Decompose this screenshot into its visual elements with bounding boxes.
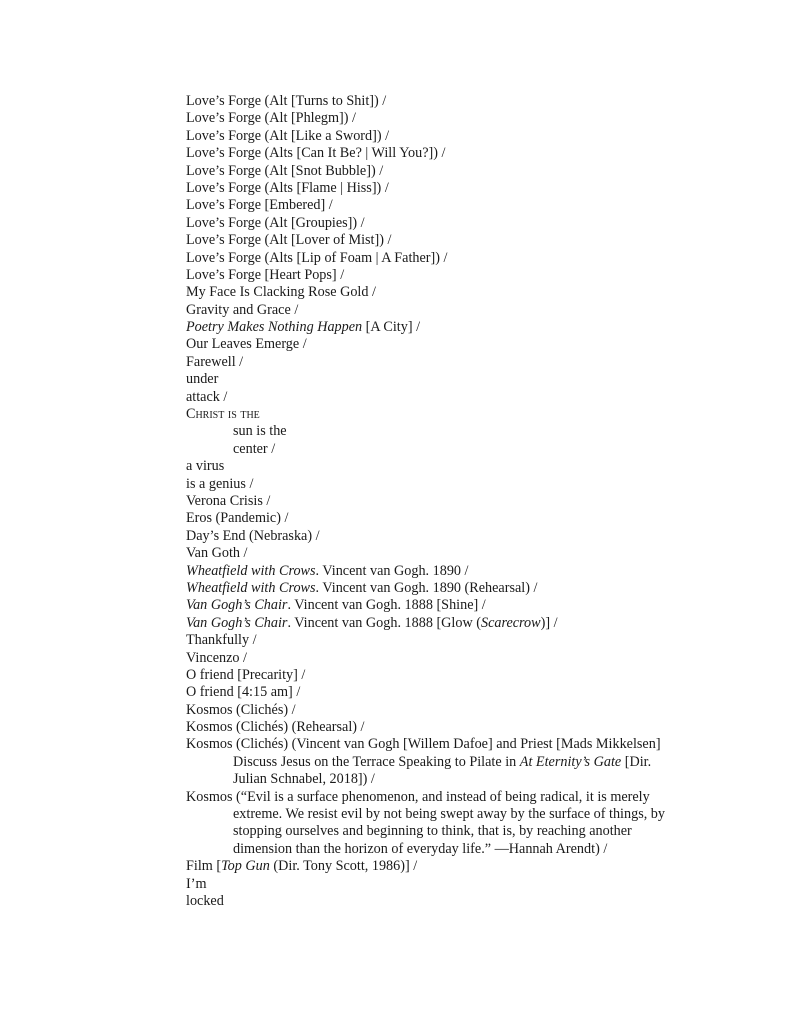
line-text: )] / [540, 614, 558, 631]
poem-line: Love’s Forge (Alts [Flame | Hiss]) / [186, 179, 389, 196]
poem-line: Love’s Forge [Heart Pops] / [186, 266, 345, 283]
poem-line [186, 858, 746, 875]
poem-line: O friend [Precarity] / [186, 666, 306, 683]
line-text: . Vincent van Gogh. 1888 [Glow ( [287, 614, 481, 631]
line-text: Discuss Jesus on the Terrace Speaking to Pilate in [233, 753, 520, 770]
poem-line: locked [186, 892, 224, 909]
line-text: [Dir. [621, 753, 652, 770]
italic-title: Wheatfield with Crows [186, 579, 316, 596]
poem-line: Gravity and Grace / [186, 301, 299, 318]
poem-line: Thankfully / [186, 632, 257, 649]
poem-line: Love’s Forge (Alt [Groupies]) / [186, 214, 365, 231]
poem-line: Day’s End (Nebraska) / [186, 527, 320, 544]
poem-line-indented: stopping ourselves and beginning to think, that is, by reaching another [233, 823, 632, 840]
poem-line: is a genius / [186, 475, 254, 492]
poem-line: Love’s Forge (Alt [Like a Sword]) / [186, 127, 390, 144]
line-text: [A City] / [362, 319, 421, 336]
poem-line [186, 319, 746, 336]
poem-line: Love’s Forge (Alt [Snot Bubble]) / [186, 162, 384, 179]
poem-line: Kosmos (Clichés) (Vincent van Gogh [Willem Dafoe] and Priest [Mads Mikkelsen] [186, 736, 661, 753]
poem-line: Vincenzo / [186, 649, 247, 666]
italic-title: Wheatfield with Crows [186, 562, 316, 579]
poem-line-indented [186, 754, 746, 771]
poem-line-small-caps: Christ is the [186, 406, 260, 423]
poem-line: Kosmos (“Evil is a surface phenomenon, and instead of being radical, it is merely [186, 788, 650, 805]
italic-title: Poetry Makes Nothing Happen [186, 319, 363, 336]
poem-line [186, 580, 746, 597]
poem-line: Love’s Forge [Embered] / [186, 197, 333, 214]
poem-line: a virus [186, 458, 225, 475]
poem-line: Love’s Forge (Alt [Phlegm]) / [186, 110, 356, 127]
poem-line [186, 597, 746, 614]
line-text: (Dir. Tony Scott, 1986)] / [269, 858, 418, 875]
poem-line: I’m [186, 875, 207, 892]
poem-line-indented: dimension than the horizon of everyday life.” —Hannah Arendt) / [233, 840, 608, 857]
poem-line: Kosmos (Clichés) / [186, 701, 296, 718]
line-text: Film [ [186, 858, 222, 875]
poem-body [186, 93, 746, 910]
line-text: . Vincent van Gogh. 1890 / [315, 562, 469, 579]
italic-title: Scarecrow [480, 614, 541, 631]
line-text: . Vincent van Gogh. 1888 [Shine] / [287, 597, 486, 614]
poem-line: under [186, 371, 219, 388]
poem-line-indented: extreme. We resist evil by not being swept away by the surface of things, by [233, 806, 665, 823]
italic-title: At Eternity’s Gate [519, 753, 622, 770]
poem-line: attack / [186, 388, 228, 405]
poem-line [186, 615, 746, 632]
poem-line: Kosmos (Clichés) (Rehearsal) / [186, 719, 365, 736]
italic-title: Top Gun [221, 858, 270, 875]
poem-line-indented: sun is the [233, 423, 287, 440]
poem-line-indented: Julian Schnabel, 2018]) / [233, 771, 375, 788]
poem-line: Love’s Forge (Alt [Turns to Shit]) / [186, 93, 387, 109]
poem-line: Farewell / [186, 353, 244, 370]
poem-line: Eros (Pandemic) / [186, 510, 289, 527]
poem-line [186, 563, 746, 580]
poem-line: Love’s Forge (Alts [Lip of Foam | A Father]) / [186, 249, 448, 266]
poem-line: O friend [4:15 am] / [186, 684, 301, 701]
poem-line: Love’s Forge (Alt [Lover of Mist]) / [186, 232, 392, 249]
italic-title: Van Gogh’s Chair [186, 597, 288, 614]
poem-line: Verona Crisis / [186, 492, 271, 509]
poem-line: Van Goth / [186, 545, 248, 562]
italic-title: Van Gogh’s Chair [186, 614, 288, 631]
poem-line: My Face Is Clacking Rose Gold / [186, 284, 376, 301]
poem-line: Our Leaves Emerge / [186, 336, 307, 353]
line-text: . Vincent van Gogh. 1890 (Rehearsal) / [315, 579, 538, 596]
poem-line-indented: center / [233, 440, 276, 457]
poem-line: Love’s Forge (Alts [Can It Be? | Will You?]) / [186, 145, 446, 162]
